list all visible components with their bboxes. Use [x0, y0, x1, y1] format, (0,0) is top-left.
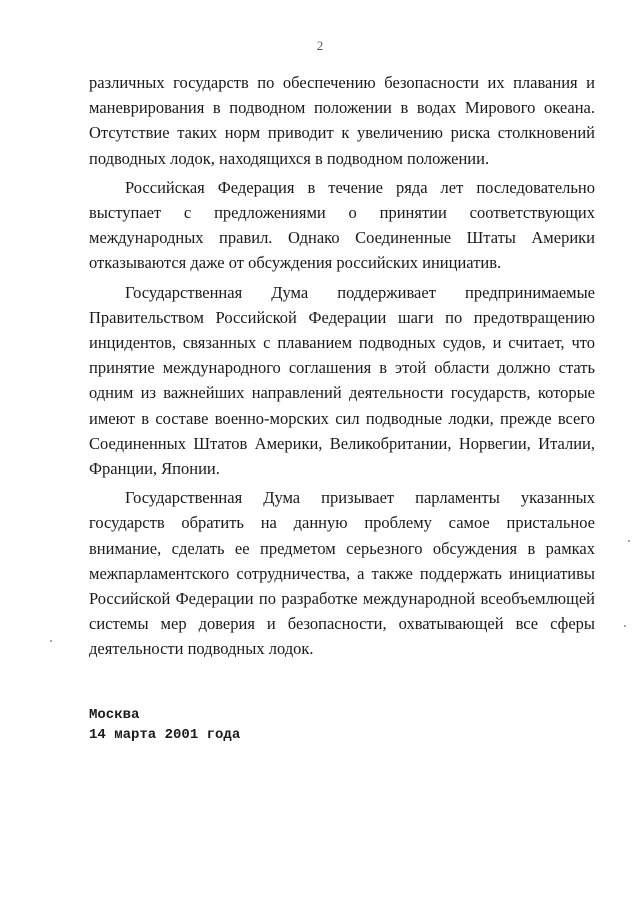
document-body [89, 70, 595, 662]
scan-speck [628, 540, 630, 542]
signature-city: Москва [89, 707, 140, 723]
signature-block [89, 705, 240, 745]
scan-speck [624, 625, 626, 627]
paragraph-duma-appeal: Государственная Дума призывает парламенты указанных государств обратить на данную проблему самое пристальное внимание, сделать ее предметом серьезного обсуждения в рамках межпарламентского сотрудничества, а также поддержать инициативы Российской Федерации по разработке международной всеобъемлющей системы мер доверия и безопасности, охватывающей все сферы деятельности подводных лодок. [89, 488, 595, 659]
signature-date: 14 марта 2001 года [89, 727, 241, 743]
paragraph-russian-proposals: Российская Федерация в течение ряда лет последовательно выступает с предложениями о принятии соответствующих международных правил. Однако Соединенные Штаты Америки отказываются даже от обсуждения российских инициатив. [89, 177, 595, 273]
scan-speck [50, 640, 52, 642]
paragraph-continuation: различных государств по обеспечению безопасности их плавания и маневрирования в подводном положении в водах Мирового океана. Отсутствие таких норм приводит к увеличению риска столкновений подводных лодок, находящихся в подводном положении. [89, 73, 595, 168]
page-number: 2 [316, 38, 324, 53]
paragraph-duma-support: Государственная Дума поддерживает предпринимаемые Правительством Российской Федерации шаги по предотвращению инцидентов, связанных с плаванием подводных судов, и считает, что принятие международного соглашения в этой области должно стать одним из важнейших направлений деятельности государств, которые имеют в составе военно-морских сил подводные лодки, прежде всего Соединенных Штатов Америки, Великобритании, Норвегии, Италии, Франции, Японии. [89, 282, 595, 479]
